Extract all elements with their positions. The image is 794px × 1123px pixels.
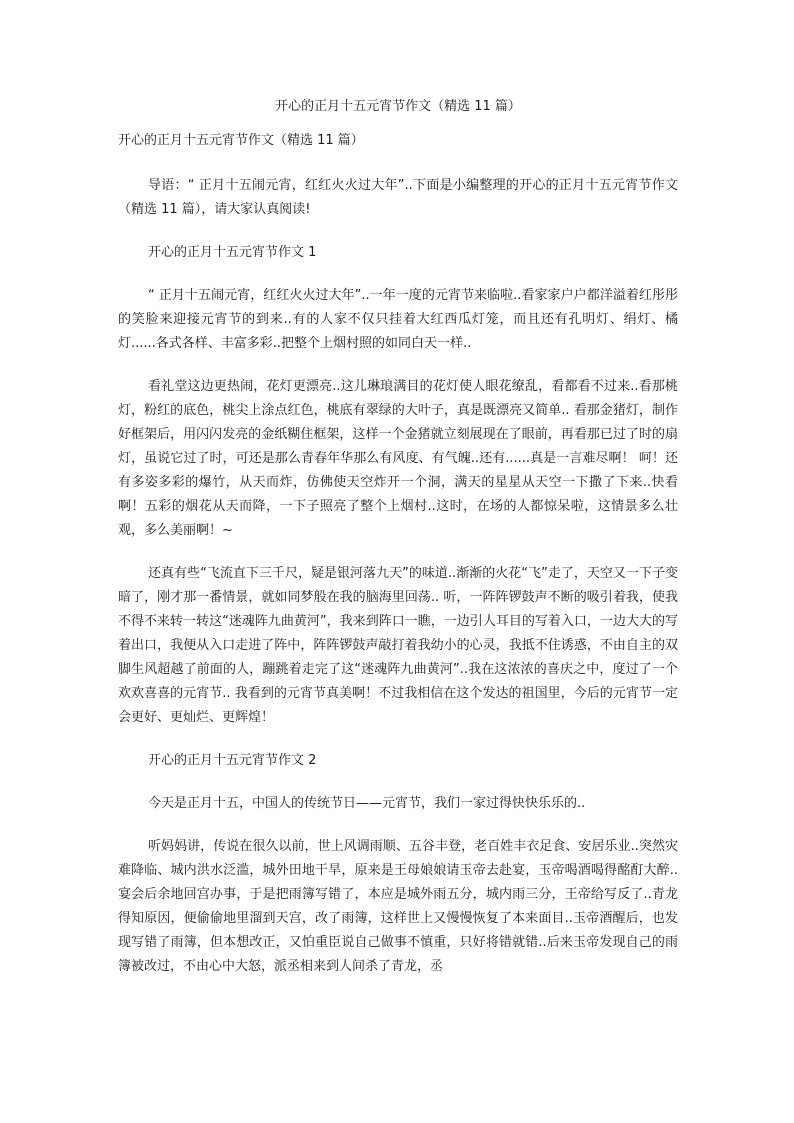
- document-subtitle: 开心的正月十五元宵节作文（精选 11 篇）: [118, 133, 364, 148]
- section-2-paragraph-1: 今天是正月十五，中国人的传统节日——元宵节，我们一家过得快快乐乐的..: [148, 796, 586, 811]
- document-title: 开心的正月十五元宵节作文（精选 11 篇）: [275, 99, 521, 114]
- section-heading-1: 开心的正月十五元宵节作文 1: [148, 245, 317, 260]
- section-1-paragraph-2: 看礼堂这边更热闹，花灯更漂亮..这儿琳琅满目的花灯使人眼花缭乱，看都看不过来..看那桃灯，粉红的底色，桃尖上涂点红色，桃底有翠绿的大叶子，真是既漂亮又简单.. 看那金猪灯，制作好框架后，用闪闪发亮的金纸糊住框架，这样一个金猪就立刻展现在了眼前，再看那已过了时的扇灯，虽说它过了时，可还是那么青春年华那么有风度、有气魄..还有......真是一言难尽啊！ 呵！还有多姿多彩的爆竹，从天而炸，仿佛使天空炸开一个洞，满天的星星从天空一下撒了下来..快看啊！五彩的烟花从天而降，一下子照亮了整个上烟村..这时，在场的人都惊呆啦，这情景多么壮观，多么美丽啊！~: [118, 379, 678, 538]
- section-heading-2: 开心的正月十五元宵节作文 2: [148, 753, 317, 768]
- section-1-paragraph-1: “ 正月十五闹元宵，红红火火过大年”..一年一度的元宵节来临啦..看家家户户都洋溢着红彤彤的笑脸来迎接元宵节的到来..有的人家不仅只挂着大红西瓜灯笼，而且还有孔明灯、绢灯、橘灯......各式各样、丰富多彩..把整个上烟村照的如同白天一样..: [118, 288, 678, 351]
- intro-paragraph: 导语：“ 正月十五闹元宵，红红火火过大年”..下面是小编整理的开心的正月十五元宵节作文（精选 11 篇），请大家认真阅读!: [118, 178, 678, 217]
- section-2-paragraph-2: 听妈妈讲，传说在很久以前，世上风调雨顺、五谷丰登，老百姓丰衣足食、安居乐业..突然灾难降临、城内洪水泛滥，城外田地干旱，原来是王母娘娘请玉帝去赴宴，玉帝喝酒喝得酩酊大醉..宴会后余地回宫办事，于是把雨簿写错了，本应是城外雨五分，城内雨三分，王帝给写反了..青龙得知原因，便偷偷地里溜到天宫，改了雨簿，这样世上又慢慢恢复了本来面目..玉帝酒醒后，也发现写错了雨簿，但本想改正，又怕重臣说自己做事不慎重，只好将错就错..后来玉帝发现自己的雨簿被改过，不由心中大怒，派丞相来到人间杀了青龙，丞: [118, 839, 678, 974]
- section-1-paragraph-3: 还真有些“飞流直下三千尺，疑是银河落九天”的味道..渐渐的火花“飞”走了，天空又一下子变暗了，刚才那一番情景，就如同梦般在我的脑海里回荡.. 听，一阵阵锣鼓声不断的吸引着我，使我不得不来转一转这“迷魂阵九曲黄河”，我来到阵口一瞧，一边引人耳目的写着入口，一边大大的写着出口，我便从入口走进了阵中，阵阵锣鼓声敲打着我幼小的心灵，我抵不住诱惑，不由自主的双脚生风超越了前面的人，蹦跳着走完了这“迷魂阵九曲黄河”..我在这浓浓的喜庆之中，度过了一个欢欢喜喜的元宵节.. 我看到的元宵节真美啊！不过我相信在这个发达的祖国里，今后的元宵节一定会更好、更灿烂、更辉煌！: [118, 566, 678, 725]
